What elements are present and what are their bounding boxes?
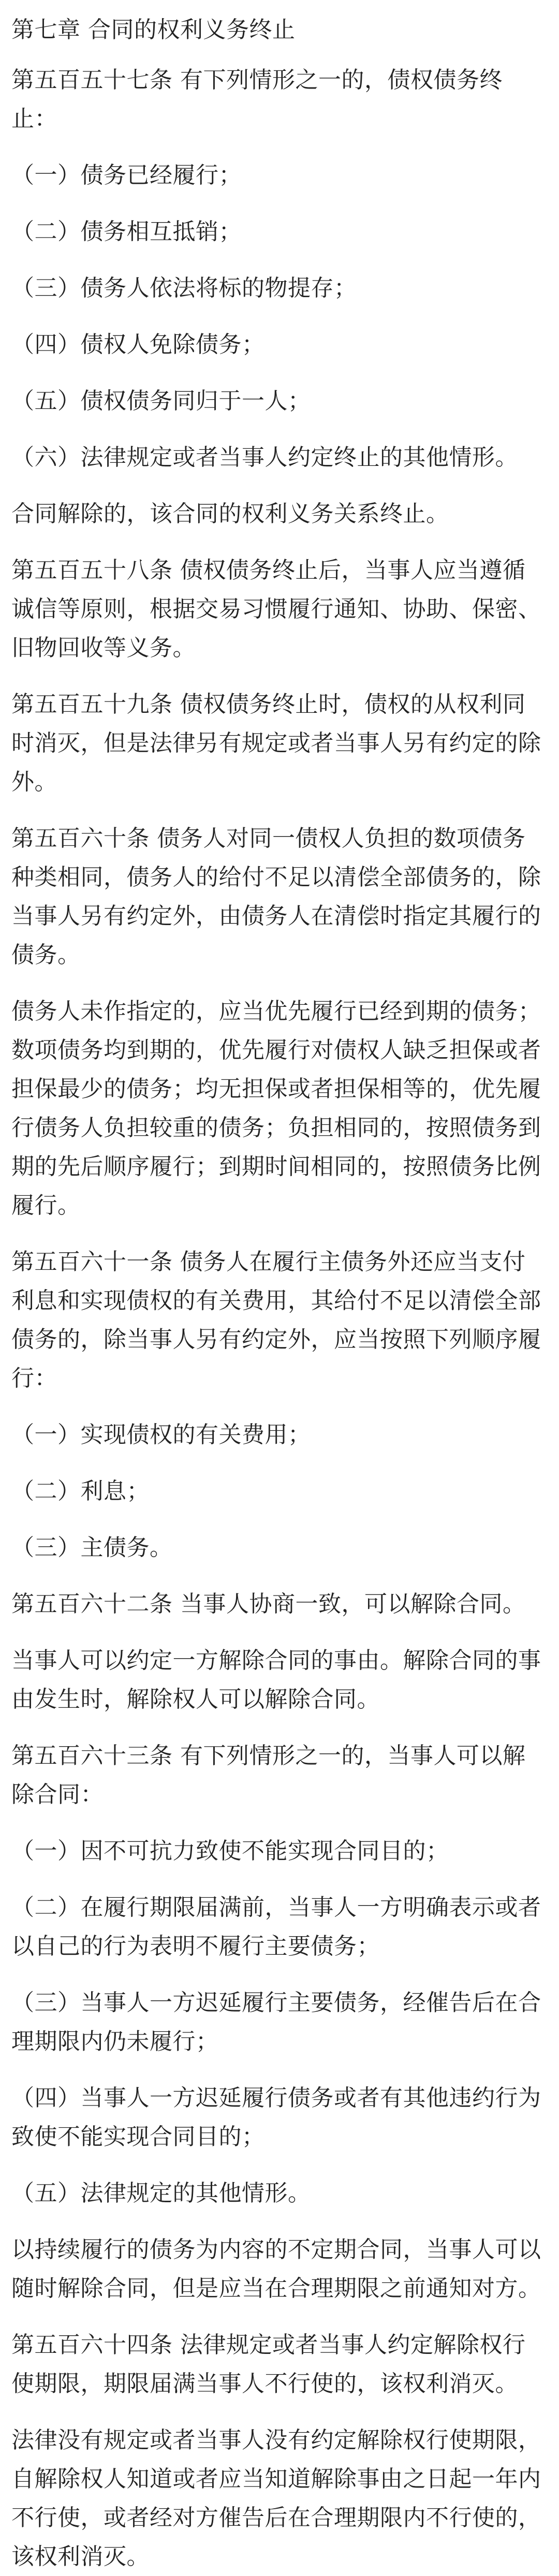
paragraph: （四）当事人一方迟延履行债务或者有其他违约行为致使不能实现合同目的； xyxy=(11,2085,541,2150)
paragraph: 第五百六十二条 当事人协商一致，可以解除合同。 xyxy=(11,1591,526,1617)
paragraph: （一）因不可抗力致使不能实现合同目的； xyxy=(11,1838,449,1864)
paragraph: 第五百六十三条 有下列情形之一的，当事人可以解除合同： xyxy=(11,1743,526,1808)
chapter-heading: 第七章 合同的权利义务终止 xyxy=(11,17,296,43)
paragraph: （三）主债务。 xyxy=(11,1534,173,1561)
paragraph: 以持续履行的债务为内容的不定期合同，当事人可以随时解除合同，但是应当在合理期限之前通知对方。 xyxy=(11,2236,541,2302)
paragraph: （四）债权人免除债务； xyxy=(11,331,265,358)
paragraph: （二）利息； xyxy=(11,1478,150,1504)
paragraph: 当事人可以约定一方解除合同的事由。解除合同的事由发生时，解除权人可以解除合同。 xyxy=(11,1647,541,1713)
paragraph: 第五百五十九条 债权债务终止时，债权的从权利同时消灭，但是法律另有规定或者当事人另有约定的除外。 xyxy=(11,691,541,795)
paragraph: 第五百五十七条 有下列情形之一的，债权债务终止： xyxy=(11,67,503,132)
paragraph: 合同解除的，该合同的权利义务关系终止。 xyxy=(11,501,449,527)
paragraph: （二）债务相互抵销； xyxy=(11,218,242,245)
paragraph: （三）债务人依法将标的物提存； xyxy=(11,275,357,301)
paragraph: 第五百六十条 债务人对同一债权人负担的数项债务种类相同，债务人的给付不足以清偿全部债务的，除当事人另有约定外，由债务人在清偿时指定其履行的债务。 xyxy=(11,825,541,968)
paragraph: （二）在履行期限届满前，当事人一方明确表示或者以自己的行为表明不履行主要债务； xyxy=(11,1894,541,1959)
paragraph: （一）实现债权的有关费用； xyxy=(11,1422,311,1448)
paragraph: 第五百五十八条 债权债务终止后，当事人应当遵循诚信等原则，根据交易习惯履行通知、协助、保密、旧物回收等义务。 xyxy=(11,557,541,661)
paragraph: （五）债权债务同归于一人； xyxy=(11,388,311,414)
paragraph: （六）法律规定或者当事人约定终止的其他情形。 xyxy=(11,444,518,471)
paragraph: 第五百六十四条 法律规定或者当事人约定解除权行使期限，期限届满当事人不行使的，该权利消灭。 xyxy=(11,2332,526,2397)
paragraph: 第五百六十一条 债务人在履行主债务外还应当支付利息和实现债权的有关费用，其给付不足以清偿全部债务的，除当事人另有约定外，应当按照下列顺序履行： xyxy=(11,1249,541,1392)
paragraph: （三）当事人一方迟延履行主要债务，经催告后在合理期限内仍未履行； xyxy=(11,1989,541,2055)
paragraph: 债务人未作指定的，应当优先履行已经到期的债务；数项债务均到期的，优先履行对债权人缺乏担保或者担保最少的债务；均无担保或者担保相等的，优先履行债务人负担较重的债务；负担相同的，按照债务到期的先后顺序履行；到期时间相同的，按照债务比例履行。 xyxy=(11,998,541,1219)
paragraph: 法律没有规定或者当事人没有约定解除权行使期限，自解除权人知道或者应当知道解除事由之日起一年内不行使，或者经对方催告后在合理期限内不行使的，该权利消灭。 xyxy=(11,2427,541,2570)
paragraph: （一）债务已经履行； xyxy=(11,162,242,188)
paragraph: （五）法律规定的其他情形。 xyxy=(11,2180,311,2206)
